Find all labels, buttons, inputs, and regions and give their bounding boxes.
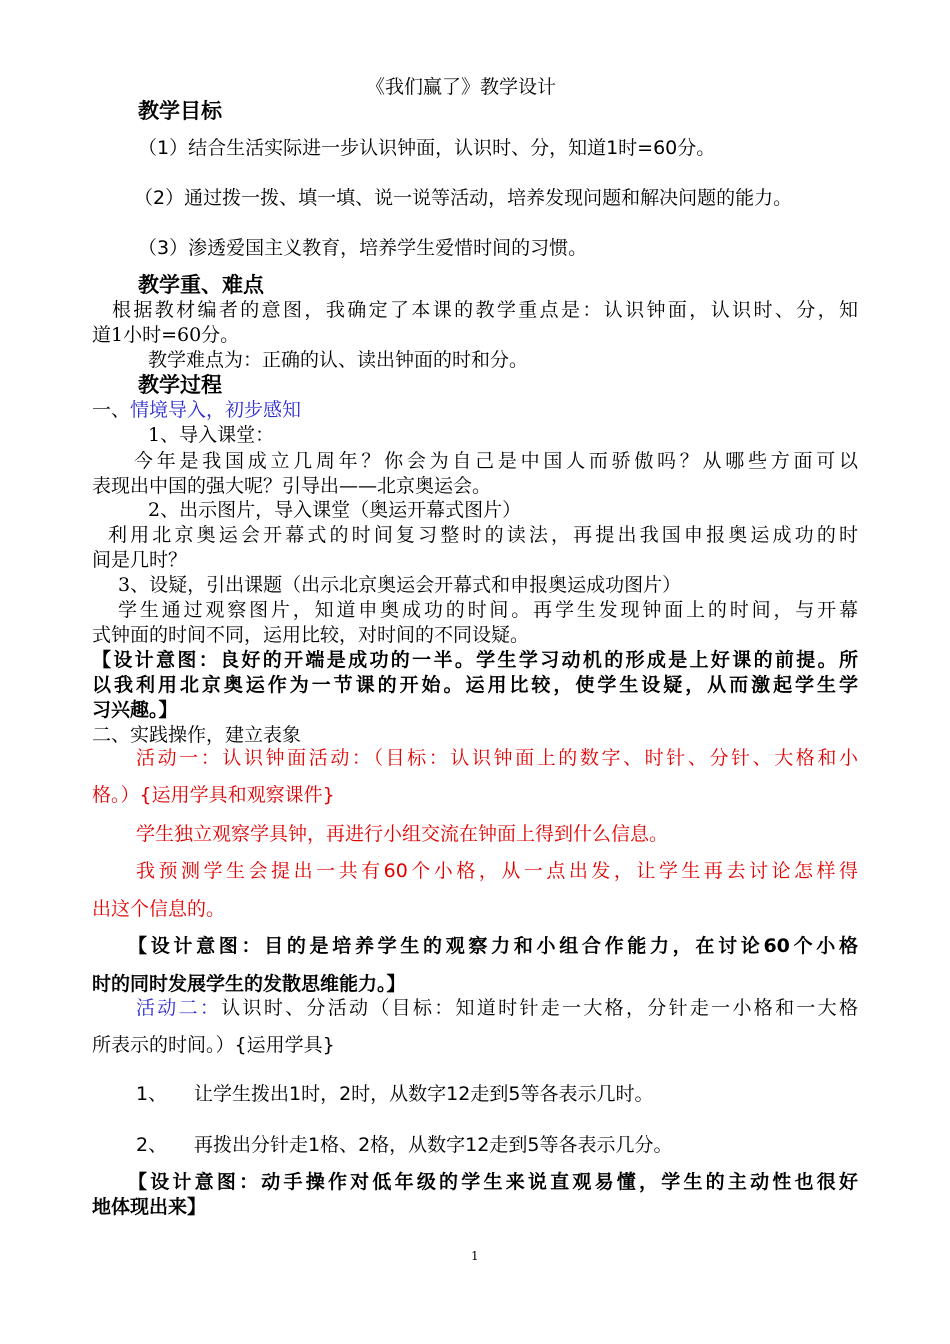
- activity-1-line-1: 活动一：认识钟面活动：（目标：认识钟面上的数字、时针、分针、大格和小: [136, 747, 858, 769]
- part-1-heading: [92, 398, 301, 422]
- part-2-heading: 二、实践操作，建立表象: [92, 724, 302, 746]
- goal-2: （2）通过拨一拨、填一填、说一说等活动，培养发现问题和解决问题的能力。: [134, 187, 793, 209]
- step-3-para-line-2: 式钟面的时间不同，运用比较，对时间的不同设疑。: [92, 624, 530, 646]
- key-point-line-1: 根据教材编者的意图，我确定了本课的教学重点是：认识钟面，认识时、分，知: [112, 299, 858, 321]
- activity-1-para-2-line-1: 我预测学生会提出一共有60个小格，从一点出发，让学生再去讨论怎样得: [136, 860, 858, 882]
- activity-1-para-2-line-2: 出这个信息的。: [92, 898, 226, 920]
- key-point-line-2: 道1小时=60分。: [92, 324, 240, 346]
- document-title: 《我们赢了》教学设计: [366, 76, 557, 98]
- step-3-para-line-1: 学生通过观察图片，知道申奥成功的时间。再学生发现钟面上的时间，与开幕: [118, 599, 858, 621]
- page-number: 1: [471, 1249, 479, 1263]
- step-1-para-line-2: 表现出中国的强大呢？引导出——北京奥运会。: [92, 475, 492, 497]
- part-1-title: 情境导入，初步感知: [130, 399, 302, 421]
- difficulty-line: 教学难点为：正确的认、读出钟面的时和分。: [148, 349, 529, 371]
- heading-teaching-process: 教学过程: [138, 373, 222, 397]
- activity-2-line-1: [136, 996, 858, 1020]
- list-item-2-text: 再拨出分针走1格、2格，从数字12走到5等各表示几分。: [194, 1134, 673, 1156]
- list-item-1-number: 1、: [136, 1083, 168, 1105]
- part-1-prefix: 一、: [92, 399, 131, 421]
- step-2: 2、出示图片，导入课堂（奥运开幕式图片）: [148, 499, 522, 521]
- design-intent-2-line-1: 【设计意图：目的是培养学生的观察力和小组合作能力，在讨论60个小格: [128, 935, 858, 957]
- design-intent-2-line-2: 时的同时发展学生的发散思维能力。】: [92, 973, 406, 995]
- step-3: 3、设疑，引出课题（出示北京奥运会开幕式和申报奥运成功图片）: [118, 574, 682, 596]
- activity-2-text: 认识时、分活动（目标：知道时针走一大格，分针走一小格和一大格: [221, 997, 858, 1019]
- design-intent-1-line-2: 以我利用北京奥运作为一节课的开始。运用比较，使学生设疑，从而激起学生学: [92, 674, 858, 696]
- goal-1: （1）结合生活实际进一步认识钟面，认识时、分，知道1时=60分。: [138, 137, 716, 159]
- goal-3: （3）渗透爱国主义教育，培养学生爱惜时间的习惯。: [138, 237, 588, 259]
- design-intent-3-line-1: 【设计意图：动手操作对低年级的学生来说直观易懂，学生的主动性也很好: [128, 1171, 858, 1193]
- step-1-para-line-1: 今年是我国成立几周年？你会为自己是中国人而骄傲吗？从哪些方面可以: [134, 450, 858, 472]
- step-2-para-line-2: 间是几时？: [92, 549, 188, 571]
- step-1: 1、导入课堂：: [148, 424, 275, 446]
- heading-teaching-goals: 教学目标: [138, 99, 222, 123]
- design-intent-1-line-3: 习兴趣。】: [92, 699, 178, 721]
- activity-1-line-2: 格。）{运用学具和观察课件}: [92, 784, 335, 806]
- activity-1-para-1: 学生独立观察学具钟，再进行小组交流在钟面上得到什么信息。: [136, 823, 669, 845]
- list-item-2-number: 2、: [136, 1134, 168, 1156]
- design-intent-3-line-2: 地体现出来】: [92, 1196, 207, 1218]
- activity-2-label: 活动二：: [136, 997, 222, 1019]
- activity-2-line-2: 所表示的时间。）{运用学具}: [92, 1034, 335, 1056]
- step-2-para-line-1: 利用北京奥运会开幕式的时间复习整时的读法，再提出我国申报奥运成功的时: [108, 524, 858, 546]
- heading-key-points: 教学重、难点: [138, 273, 264, 297]
- list-item-1-text: 让学生拨出1时，2时，从数字12走到5等各表示几时。: [194, 1083, 654, 1105]
- design-intent-1-line-1: 【设计意图：良好的开端是成功的一半。学生学习动机的形成是上好课的前提。所: [92, 649, 858, 671]
